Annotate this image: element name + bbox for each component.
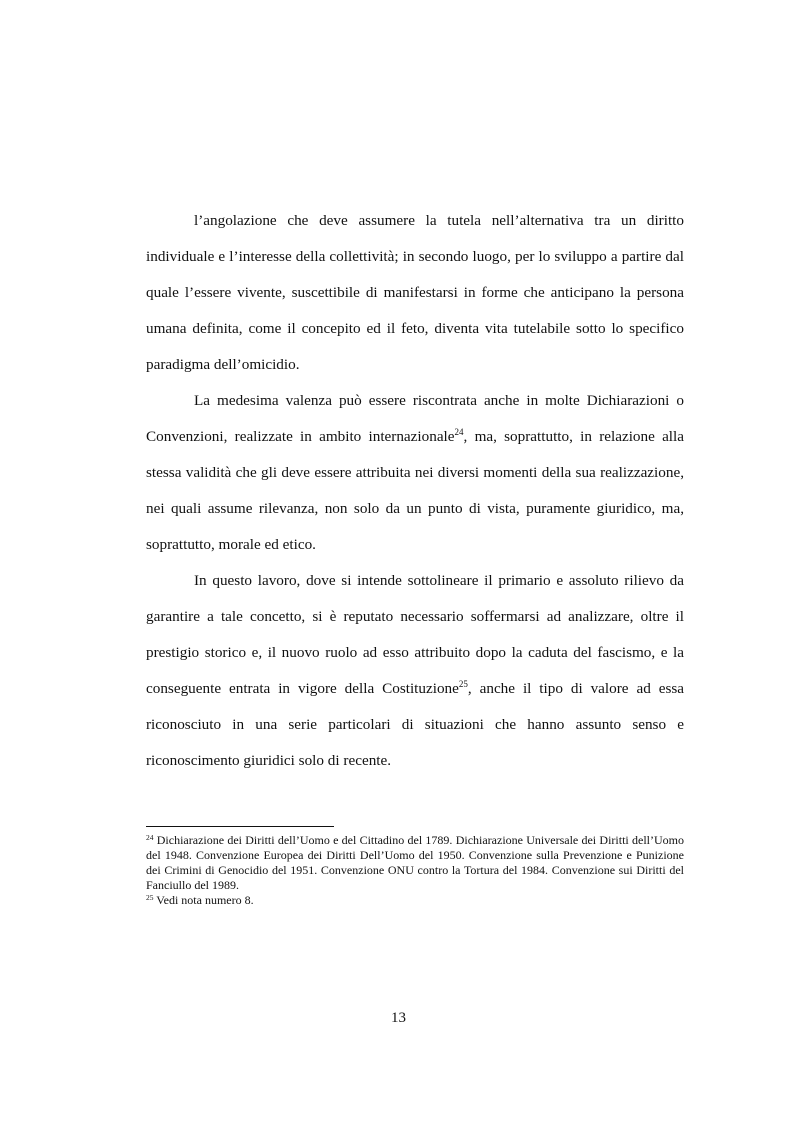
footnote-text: Vedi nota numero 8.	[153, 893, 254, 907]
paragraph-text: , anche il tipo di valore ad essa riconosciuto in una serie particolari di situazioni che hanno assunto senso e riconoscimento giuridici solo di recente.	[146, 680, 685, 769]
footnote-number: 25	[146, 893, 154, 902]
footnote-25	[146, 893, 684, 908]
paragraph-2	[146, 383, 684, 563]
footnote-text: Dichiarazione dei Diritti dell’Uomo e del Cittadino del 1789. Dichiarazione Universale dei Diritti dell’Uomo del 1948. Convenzione Europea dei Diritti Dell’Uomo del 1950. Convenzione sulla Prevenzione e Punizione dei Crimini di Genocidio del 1951. Convenzione ONU contro la Tortura del 1984. Convenzione sui Diritti del Fanciullo del 1989.	[146, 833, 684, 892]
footnote-separator	[146, 826, 334, 827]
paragraph-text: La medesima valenza può essere riscontrata anche in molte Dichiarazioni o Convenzioni, realizzate in ambito internazionale	[146, 392, 684, 445]
main-text	[146, 203, 684, 779]
paragraph-text: , ma, soprattutto, in relazione alla stessa validità che gli deve essere attribuita nei diversi momenti della sua realizzazione, nei quali assume rilevanza, non solo da un punto di vista, puramente giuridico, ma, soprattutto, morale ed etico.	[146, 428, 684, 553]
footnote-ref-25[interactable]: 25	[458, 679, 468, 689]
footnote-number: 24	[146, 833, 154, 842]
footnotes	[146, 833, 684, 908]
footnote-24	[146, 833, 684, 893]
paragraph-1	[146, 203, 684, 383]
paragraph-3	[146, 563, 684, 779]
page-number: 13	[391, 1010, 406, 1026]
paragraph-text: In questo lavoro, dove si intende sottolineare il primario e assoluto rilievo da garantire a tale concetto, si è reputato necessario soffermarsi ad analizzare, oltre il prestigio storico e, il nuovo ruolo ad esso attribuito dopo la caduta del fascismo, e la conseguente entrata in vigore della Costituzione	[146, 572, 684, 697]
paragraph-text: l’angolazione che deve assumere la tutela nell’alternativa tra un diritto individuale e l’interesse della collettività; in secondo luogo, per lo sviluppo a partire dal quale l’essere vivente, suscettibile di manifestarsi in forme che anticipano la persona umana definita, come il concepito ed il feto, diventa vita tutelabile sotto lo specifico paradigma dell’omicidio.	[146, 212, 684, 373]
footnote-ref-24[interactable]: 24	[454, 427, 464, 437]
